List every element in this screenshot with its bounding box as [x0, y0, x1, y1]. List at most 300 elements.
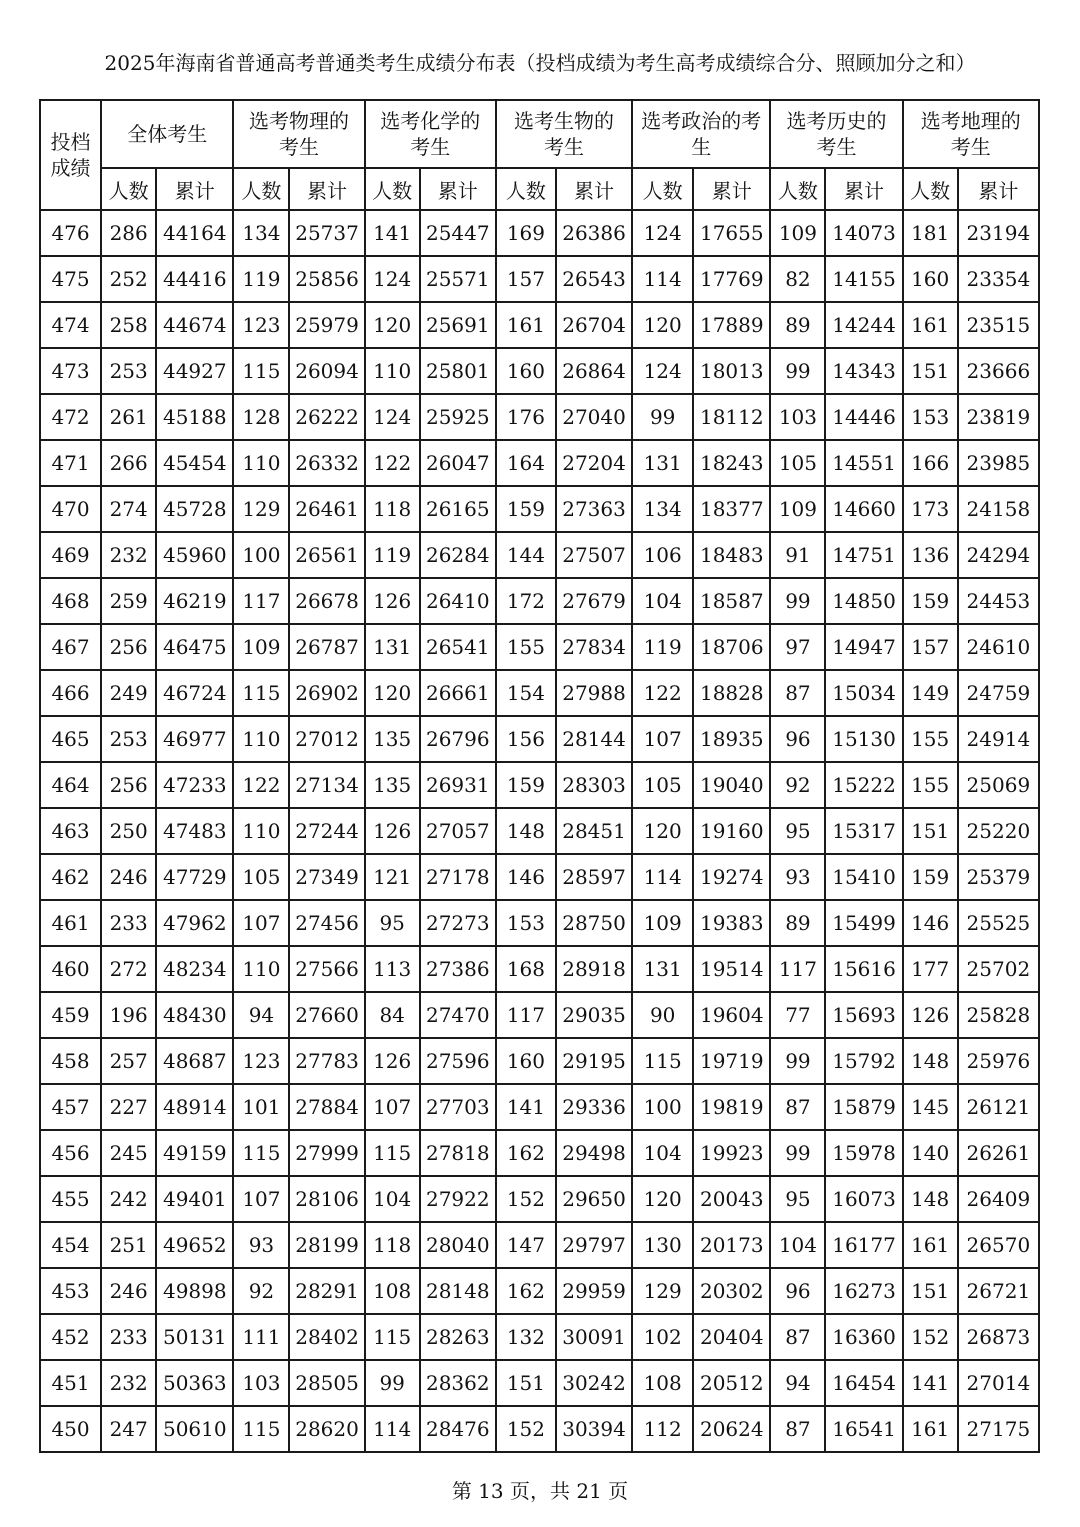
- cumulative-cell: 26094: [289, 348, 364, 394]
- cumulative-cell: 26902: [289, 670, 364, 716]
- count-cell: 246: [101, 854, 156, 900]
- count-cell: 132: [496, 1314, 556, 1360]
- count-cell: 107: [632, 716, 693, 762]
- cumulative-cell: 25925: [420, 394, 496, 440]
- group-header: 全体考生: [101, 100, 233, 168]
- score-cell: 475: [40, 256, 101, 302]
- cumulative-cell: 27134: [289, 762, 364, 808]
- count-cell: 91: [770, 532, 825, 578]
- cumulative-cell: 15693: [825, 992, 902, 1038]
- cumulative-cell: 46219: [156, 578, 233, 624]
- cumulative-cell: 24294: [958, 532, 1039, 578]
- cumulative-cell: 26165: [420, 486, 496, 532]
- count-cell: 121: [365, 854, 420, 900]
- count-cell: 114: [632, 854, 693, 900]
- count-cell: 129: [233, 486, 289, 532]
- cumulative-cell: 14660: [825, 486, 902, 532]
- count-cell: 99: [770, 1038, 825, 1084]
- count-cell: 94: [233, 992, 289, 1038]
- cumulative-cell: 23666: [958, 348, 1039, 394]
- cumulative-cell: 15130: [825, 716, 902, 762]
- cumulative-cell: 17889: [693, 302, 770, 348]
- count-cell: 135: [365, 762, 420, 808]
- cumulative-cell: 16454: [825, 1360, 902, 1406]
- table-row: [40, 946, 1039, 992]
- count-cell: 118: [365, 486, 420, 532]
- count-cell: 122: [632, 670, 693, 716]
- cumulative-cell: 25828: [958, 992, 1039, 1038]
- count-cell: 93: [770, 854, 825, 900]
- cumulative-cell: 26931: [420, 762, 496, 808]
- cumulative-cell: 26409: [958, 1176, 1039, 1222]
- count-cell: 129: [632, 1268, 693, 1314]
- cumulative-cell: 28303: [556, 762, 632, 808]
- count-cell: 101: [233, 1084, 289, 1130]
- count-cell: 242: [101, 1176, 156, 1222]
- cumulative-cell: 28148: [420, 1268, 496, 1314]
- count-cell: 134: [233, 210, 289, 256]
- cumulative-cell: 14073: [825, 210, 902, 256]
- cumulative-cell: 23819: [958, 394, 1039, 440]
- score-cell: 450: [40, 1406, 101, 1452]
- cumulative-cell: 18706: [693, 624, 770, 670]
- count-cell: 147: [496, 1222, 556, 1268]
- table-row: [40, 808, 1039, 854]
- cumulative-cell: 27363: [556, 486, 632, 532]
- table-row: [40, 302, 1039, 348]
- count-cell: 115: [233, 1130, 289, 1176]
- table-row: [40, 486, 1039, 532]
- score-cell: 452: [40, 1314, 101, 1360]
- count-cell: 233: [101, 1314, 156, 1360]
- cumulative-cell: 27884: [289, 1084, 364, 1130]
- count-cell: 157: [496, 256, 556, 302]
- cumulative-cell: 25979: [289, 302, 364, 348]
- count-cell: 247: [101, 1406, 156, 1452]
- score-cell: 459: [40, 992, 101, 1038]
- count-cell: 87: [770, 1406, 825, 1452]
- count-column-header: 人数: [365, 168, 420, 210]
- table-row: [40, 762, 1039, 808]
- cumulative-cell: 27456: [289, 900, 364, 946]
- cumulative-cell: 14155: [825, 256, 902, 302]
- count-cell: 253: [101, 716, 156, 762]
- cumulative-cell: 14244: [825, 302, 902, 348]
- count-cell: 164: [496, 440, 556, 486]
- count-cell: 96: [770, 1268, 825, 1314]
- count-cell: 104: [632, 578, 693, 624]
- score-cell: 469: [40, 532, 101, 578]
- cumulative-cell: 26541: [420, 624, 496, 670]
- score-cell: 474: [40, 302, 101, 348]
- cumulative-cell: 27679: [556, 578, 632, 624]
- count-cell: 124: [365, 256, 420, 302]
- group-header: 选考政治的考 生: [632, 100, 770, 168]
- cumulative-cell: 15879: [825, 1084, 902, 1130]
- count-cell: 103: [770, 394, 825, 440]
- cumulative-cell: 26678: [289, 578, 364, 624]
- cumulative-cell: 29498: [556, 1130, 632, 1176]
- cumulative-cell: 15499: [825, 900, 902, 946]
- count-cell: 89: [770, 900, 825, 946]
- count-cell: 136: [903, 532, 958, 578]
- score-distribution-table: [39, 99, 1040, 1453]
- count-cell: 108: [365, 1268, 420, 1314]
- cumulative-column-header: 累计: [420, 168, 496, 210]
- table-row: [40, 1176, 1039, 1222]
- count-cell: 110: [233, 716, 289, 762]
- count-cell: 245: [101, 1130, 156, 1176]
- table-row: [40, 1406, 1039, 1452]
- cumulative-cell: 49401: [156, 1176, 233, 1222]
- cumulative-cell: 48914: [156, 1084, 233, 1130]
- cumulative-cell: 26864: [556, 348, 632, 394]
- page-number-footer: 第 13 页，共 21 页: [451, 1479, 629, 1503]
- count-cell: 172: [496, 578, 556, 624]
- count-cell: 104: [770, 1222, 825, 1268]
- cumulative-cell: 27178: [420, 854, 496, 900]
- count-cell: 77: [770, 992, 825, 1038]
- cumulative-cell: 14446: [825, 394, 902, 440]
- count-cell: 126: [365, 578, 420, 624]
- cumulative-cell: 23194: [958, 210, 1039, 256]
- count-cell: 100: [233, 532, 289, 578]
- count-cell: 122: [233, 762, 289, 808]
- count-cell: 160: [496, 348, 556, 394]
- count-cell: 274: [101, 486, 156, 532]
- count-cell: 148: [903, 1038, 958, 1084]
- count-cell: 124: [632, 348, 693, 394]
- count-cell: 106: [632, 532, 693, 578]
- cumulative-cell: 18377: [693, 486, 770, 532]
- cumulative-cell: 29195: [556, 1038, 632, 1084]
- cumulative-cell: 27244: [289, 808, 364, 854]
- cumulative-cell: 23985: [958, 440, 1039, 486]
- count-cell: 145: [903, 1084, 958, 1130]
- count-cell: 117: [496, 992, 556, 1038]
- cumulative-cell: 28040: [420, 1222, 496, 1268]
- count-cell: 253: [101, 348, 156, 394]
- count-cell: 95: [770, 808, 825, 854]
- score-cell: 467: [40, 624, 101, 670]
- count-cell: 87: [770, 670, 825, 716]
- cumulative-cell: 18013: [693, 348, 770, 394]
- cumulative-cell: 26261: [958, 1130, 1039, 1176]
- table-row: [40, 1130, 1039, 1176]
- count-cell: 257: [101, 1038, 156, 1084]
- count-cell: 135: [365, 716, 420, 762]
- cumulative-cell: 50610: [156, 1406, 233, 1452]
- count-cell: 118: [365, 1222, 420, 1268]
- cumulative-cell: 26047: [420, 440, 496, 486]
- count-cell: 120: [365, 670, 420, 716]
- count-cell: 107: [233, 1176, 289, 1222]
- cumulative-cell: 28144: [556, 716, 632, 762]
- cumulative-column-header: 累计: [958, 168, 1039, 210]
- count-cell: 99: [632, 394, 693, 440]
- table-row: [40, 900, 1039, 946]
- count-cell: 259: [101, 578, 156, 624]
- cumulative-cell: 26410: [420, 578, 496, 624]
- count-cell: 258: [101, 302, 156, 348]
- cumulative-cell: 44927: [156, 348, 233, 394]
- score-header-label: 投档 成绩: [50, 130, 91, 180]
- table-row: [40, 854, 1039, 900]
- count-cell: 144: [496, 532, 556, 578]
- cumulative-cell: 44416: [156, 256, 233, 302]
- cumulative-cell: 50131: [156, 1314, 233, 1360]
- count-cell: 110: [233, 808, 289, 854]
- score-cell: 455: [40, 1176, 101, 1222]
- cumulative-cell: 26570: [958, 1222, 1039, 1268]
- count-cell: 90: [632, 992, 693, 1038]
- cumulative-cell: 25069: [958, 762, 1039, 808]
- count-cell: 95: [770, 1176, 825, 1222]
- count-cell: 162: [496, 1130, 556, 1176]
- count-cell: 115: [365, 1130, 420, 1176]
- score-cell: 456: [40, 1130, 101, 1176]
- score-cell: 457: [40, 1084, 101, 1130]
- count-cell: 104: [632, 1130, 693, 1176]
- cumulative-cell: 28505: [289, 1360, 364, 1406]
- score-cell: 463: [40, 808, 101, 854]
- count-cell: 157: [903, 624, 958, 670]
- subheader-row: [40, 168, 1039, 210]
- count-cell: 149: [903, 670, 958, 716]
- cumulative-cell: 27175: [958, 1406, 1039, 1452]
- cumulative-cell: 16541: [825, 1406, 902, 1452]
- cumulative-cell: 18112: [693, 394, 770, 440]
- cumulative-cell: 18587: [693, 578, 770, 624]
- count-cell: 114: [632, 256, 693, 302]
- count-cell: 105: [770, 440, 825, 486]
- count-cell: 134: [632, 486, 693, 532]
- count-cell: 181: [903, 210, 958, 256]
- cumulative-cell: 28106: [289, 1176, 364, 1222]
- count-cell: 233: [101, 900, 156, 946]
- count-cell: 131: [365, 624, 420, 670]
- cumulative-cell: 19819: [693, 1084, 770, 1130]
- count-cell: 151: [496, 1360, 556, 1406]
- cumulative-cell: 18935: [693, 716, 770, 762]
- count-cell: 93: [233, 1222, 289, 1268]
- count-cell: 232: [101, 532, 156, 578]
- count-cell: 99: [770, 578, 825, 624]
- cumulative-cell: 15222: [825, 762, 902, 808]
- cumulative-cell: 25801: [420, 348, 496, 394]
- score-cell: 468: [40, 578, 101, 624]
- cumulative-cell: 25571: [420, 256, 496, 302]
- count-cell: 146: [903, 900, 958, 946]
- count-cell: 162: [496, 1268, 556, 1314]
- cumulative-cell: 47962: [156, 900, 233, 946]
- cumulative-cell: 16073: [825, 1176, 902, 1222]
- count-cell: 176: [496, 394, 556, 440]
- count-cell: 161: [903, 1406, 958, 1452]
- count-cell: 154: [496, 670, 556, 716]
- cumulative-cell: 26543: [556, 256, 632, 302]
- count-cell: 266: [101, 440, 156, 486]
- cumulative-cell: 19040: [693, 762, 770, 808]
- cumulative-cell: 18828: [693, 670, 770, 716]
- count-cell: 115: [233, 670, 289, 716]
- count-cell: 110: [233, 440, 289, 486]
- score-cell: 465: [40, 716, 101, 762]
- count-cell: 110: [233, 946, 289, 992]
- cumulative-cell: 25691: [420, 302, 496, 348]
- score-cell: 476: [40, 210, 101, 256]
- cumulative-cell: 26284: [420, 532, 496, 578]
- cumulative-cell: 45728: [156, 486, 233, 532]
- count-cell: 119: [365, 532, 420, 578]
- cumulative-cell: 25525: [958, 900, 1039, 946]
- count-cell: 100: [632, 1084, 693, 1130]
- count-cell: 120: [632, 808, 693, 854]
- cumulative-cell: 14751: [825, 532, 902, 578]
- cumulative-cell: 48687: [156, 1038, 233, 1084]
- group-header: 选考化学的 考生: [365, 100, 496, 168]
- count-cell: 110: [365, 348, 420, 394]
- count-cell: 114: [365, 1406, 420, 1452]
- cumulative-cell: 16177: [825, 1222, 902, 1268]
- table-row: [40, 440, 1039, 486]
- count-cell: 159: [903, 578, 958, 624]
- cumulative-cell: 27204: [556, 440, 632, 486]
- score-cell: 472: [40, 394, 101, 440]
- table-row: [40, 532, 1039, 578]
- cumulative-column-header: 累计: [825, 168, 902, 210]
- cumulative-cell: 26661: [420, 670, 496, 716]
- cumulative-cell: 26386: [556, 210, 632, 256]
- count-cell: 232: [101, 1360, 156, 1406]
- count-column-header: 人数: [770, 168, 825, 210]
- count-cell: 272: [101, 946, 156, 992]
- count-cell: 152: [496, 1176, 556, 1222]
- cumulative-cell: 17769: [693, 256, 770, 302]
- count-cell: 227: [101, 1084, 156, 1130]
- cumulative-cell: 14551: [825, 440, 902, 486]
- count-cell: 126: [365, 1038, 420, 1084]
- cumulative-cell: 15616: [825, 946, 902, 992]
- cumulative-cell: 47233: [156, 762, 233, 808]
- cumulative-cell: 27818: [420, 1130, 496, 1176]
- cumulative-cell: 27273: [420, 900, 496, 946]
- count-cell: 115: [365, 1314, 420, 1360]
- table-row: [40, 256, 1039, 302]
- cumulative-cell: 49652: [156, 1222, 233, 1268]
- cumulative-cell: 19514: [693, 946, 770, 992]
- cumulative-cell: 20043: [693, 1176, 770, 1222]
- count-cell: 160: [903, 256, 958, 302]
- cumulative-cell: 26332: [289, 440, 364, 486]
- cumulative-cell: 25702: [958, 946, 1039, 992]
- cumulative-cell: 20302: [693, 1268, 770, 1314]
- cumulative-cell: 25856: [289, 256, 364, 302]
- count-cell: 84: [365, 992, 420, 1038]
- score-cell: 466: [40, 670, 101, 716]
- cumulative-cell: 48234: [156, 946, 233, 992]
- count-cell: 113: [365, 946, 420, 992]
- cumulative-cell: 27703: [420, 1084, 496, 1130]
- count-column-header: 人数: [101, 168, 156, 210]
- count-cell: 256: [101, 624, 156, 670]
- cumulative-cell: 27057: [420, 808, 496, 854]
- cumulative-cell: 16273: [825, 1268, 902, 1314]
- cumulative-cell: 28918: [556, 946, 632, 992]
- cumulative-cell: 27349: [289, 854, 364, 900]
- count-cell: 161: [903, 302, 958, 348]
- count-cell: 160: [496, 1038, 556, 1084]
- cumulative-cell: 26796: [420, 716, 496, 762]
- count-cell: 124: [365, 394, 420, 440]
- count-cell: 97: [770, 624, 825, 670]
- count-cell: 120: [632, 1176, 693, 1222]
- document-title: 2025年海南省普通高考普通类考生成绩分布表（投档成绩为考生高考成绩综合分、照顾加分之和）: [104, 51, 976, 75]
- cumulative-cell: 23515: [958, 302, 1039, 348]
- count-cell: 169: [496, 210, 556, 256]
- cumulative-column-header: 累计: [556, 168, 632, 210]
- cumulative-cell: 29650: [556, 1176, 632, 1222]
- table-row: [40, 210, 1039, 256]
- table-row: [40, 716, 1039, 762]
- count-cell: 120: [632, 302, 693, 348]
- count-cell: 251: [101, 1222, 156, 1268]
- count-cell: 124: [632, 210, 693, 256]
- cumulative-cell: 20512: [693, 1360, 770, 1406]
- cumulative-cell: 46724: [156, 670, 233, 716]
- cumulative-cell: 25220: [958, 808, 1039, 854]
- score-cell: 462: [40, 854, 101, 900]
- count-cell: 115: [632, 1038, 693, 1084]
- table-row: [40, 1314, 1039, 1360]
- cumulative-cell: 26461: [289, 486, 364, 532]
- cumulative-cell: 46475: [156, 624, 233, 670]
- cumulative-cell: 27834: [556, 624, 632, 670]
- cumulative-cell: 27014: [958, 1360, 1039, 1406]
- cumulative-cell: 29797: [556, 1222, 632, 1268]
- count-cell: 115: [233, 348, 289, 394]
- count-cell: 155: [903, 716, 958, 762]
- count-column-header: 人数: [233, 168, 289, 210]
- count-cell: 122: [365, 440, 420, 486]
- cumulative-cell: 27470: [420, 992, 496, 1038]
- cumulative-cell: 28597: [556, 854, 632, 900]
- count-cell: 109: [233, 624, 289, 670]
- count-cell: 96: [770, 716, 825, 762]
- cumulative-cell: 26121: [958, 1084, 1039, 1130]
- count-cell: 173: [903, 486, 958, 532]
- cumulative-cell: 25737: [289, 210, 364, 256]
- cumulative-cell: 24158: [958, 486, 1039, 532]
- cumulative-cell: 26873: [958, 1314, 1039, 1360]
- table-row: [40, 1084, 1039, 1130]
- table-row: [40, 992, 1039, 1038]
- cumulative-cell: 19719: [693, 1038, 770, 1084]
- count-cell: 250: [101, 808, 156, 854]
- count-cell: 126: [903, 992, 958, 1038]
- cumulative-cell: 15978: [825, 1130, 902, 1176]
- cumulative-cell: 19160: [693, 808, 770, 854]
- count-cell: 151: [903, 1268, 958, 1314]
- cumulative-cell: 28291: [289, 1268, 364, 1314]
- count-cell: 128: [233, 394, 289, 440]
- cumulative-column-header: 累计: [693, 168, 770, 210]
- table-row: [40, 1268, 1039, 1314]
- cumulative-cell: 17655: [693, 210, 770, 256]
- count-cell: 109: [632, 900, 693, 946]
- cumulative-cell: 49898: [156, 1268, 233, 1314]
- count-cell: 103: [233, 1360, 289, 1406]
